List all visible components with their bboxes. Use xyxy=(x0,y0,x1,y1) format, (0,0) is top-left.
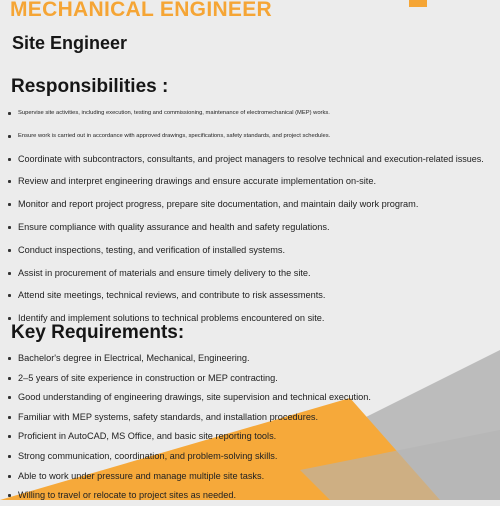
list-item: Coordinate with subcontractors, consultants, and project managers to resolve technical and execution-related issues. xyxy=(8,148,484,171)
requirements-heading: Key Requirements: xyxy=(11,322,185,343)
list-item: Identify and implement solutions to technical problems encountered on site. xyxy=(8,307,484,330)
requirements-list xyxy=(8,349,371,506)
list-item: Familiar with MEP systems, safety standards, and installation procedures. xyxy=(8,408,371,428)
list-item: Able to work under pressure and manage multiple site tasks. xyxy=(8,467,371,487)
list-item: Good understanding of engineering drawings, site supervision and technical execution. xyxy=(8,388,371,408)
responsibilities-heading: Responsibilities : xyxy=(11,76,169,97)
responsibilities-list xyxy=(8,102,484,330)
list-item: Assist in procurement of materials and ensure timely delivery to the site. xyxy=(8,262,484,285)
list-item: Strong communication, coordination, and problem-solving skills. xyxy=(8,447,371,467)
list-item: Willing to travel or relocate to project sites as needed. xyxy=(8,486,371,506)
job-title: MECHANICAL ENGINEER xyxy=(10,0,272,21)
list-item: Ensure compliance with quality assurance and health and safety regulations. xyxy=(8,216,484,239)
job-subtitle: Site Engineer xyxy=(12,33,128,53)
list-item: Monitor and report project progress, prepare site documentation, and maintain daily work program. xyxy=(8,193,484,216)
list-item: Attend site meetings, technical reviews, and contribute to risk assessments. xyxy=(8,284,484,307)
list-item: Bachelor's degree in Electrical, Mechanical, Engineering. xyxy=(8,349,371,369)
list-item: Conduct inspections, testing, and verification of installed systems. xyxy=(8,239,484,262)
list-item: 2–5 years of site experience in construction or MEP contracting. xyxy=(8,369,371,389)
list-item: Ensure work is carried out in accordance with approved drawings, specifications, safety standards, and project schedules. xyxy=(8,125,484,148)
list-item: Supervise site activities, including execution, testing and commissioning, maintenance of electromechanical (MEP) works. xyxy=(8,102,484,125)
list-item: Review and interpret engineering drawings and ensure accurate implementation on-site. xyxy=(8,170,484,193)
list-item: Proficient in AutoCAD, MS Office, and basic site reporting tools. xyxy=(8,427,371,447)
accent-tab xyxy=(409,0,427,7)
